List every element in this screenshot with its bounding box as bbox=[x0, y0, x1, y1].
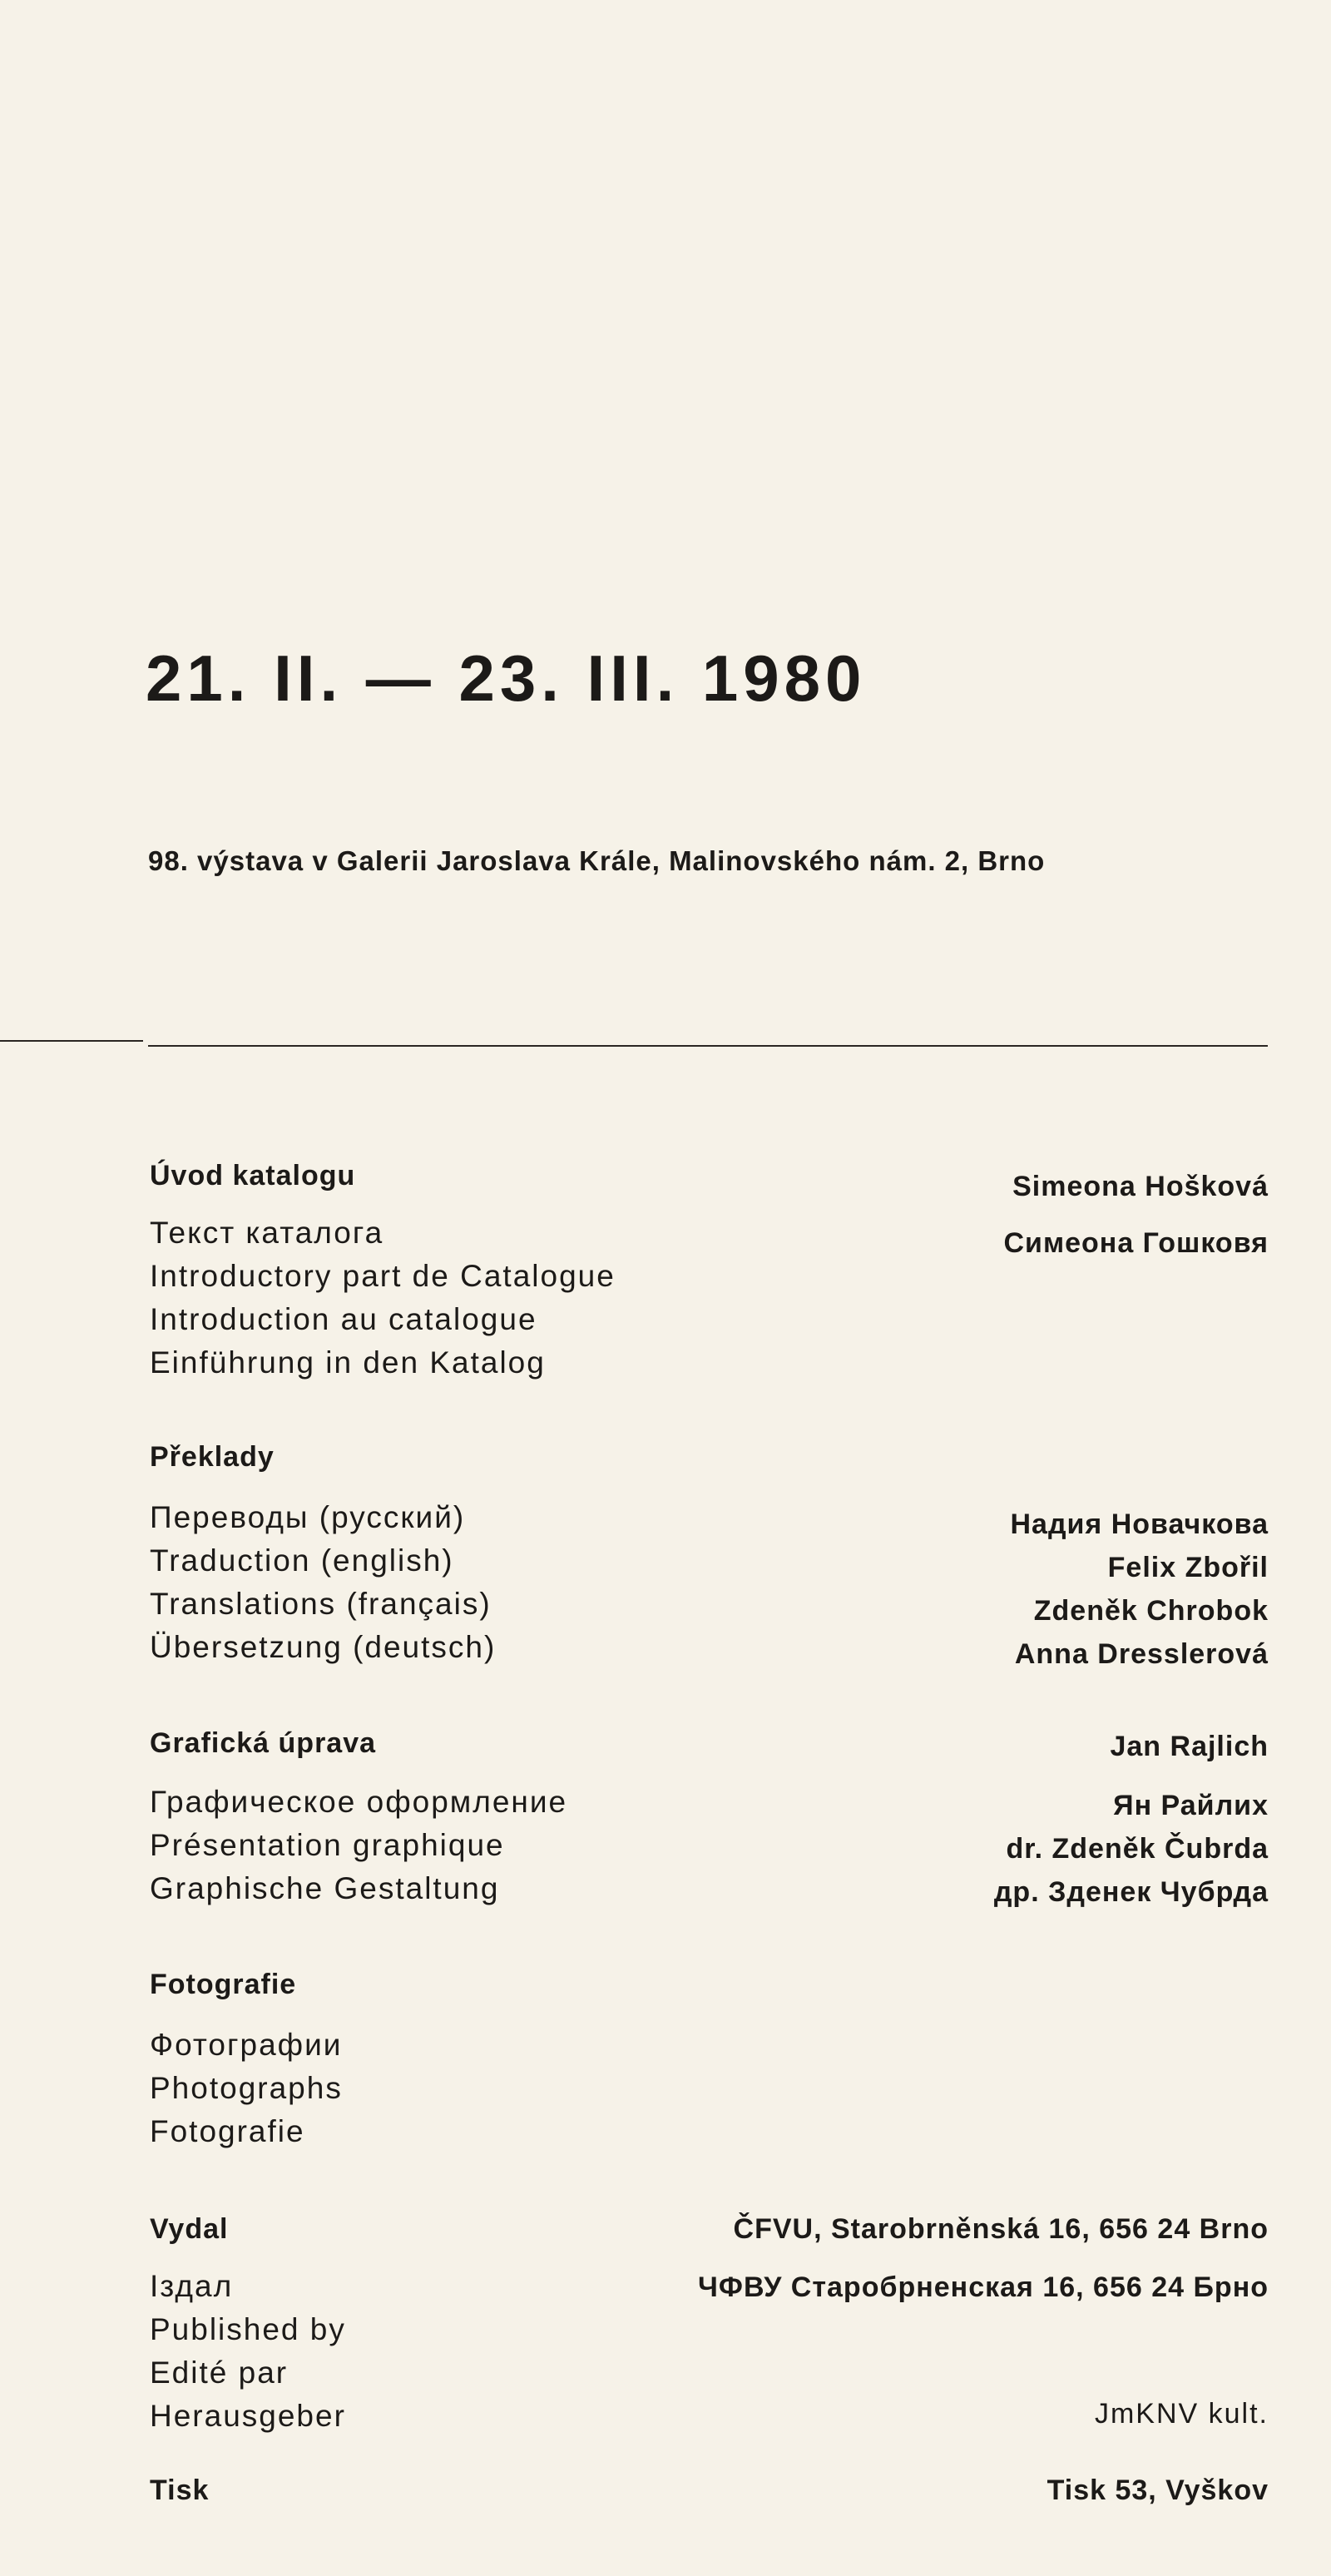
graphic-line: Graphische Gestaltung bbox=[150, 1871, 500, 1905]
publisher-line: Edité par bbox=[150, 2356, 289, 2390]
print-heading: Tisk bbox=[150, 2474, 210, 2506]
translation-line: Переводы (русский) bbox=[150, 1500, 466, 1534]
graphic-name: Ян Райлих bbox=[1113, 1790, 1269, 1821]
intro-line: Introductory part de Catalogue bbox=[150, 1259, 616, 1293]
exhibition-dates: 21. II. — 23. III. 1980 bbox=[146, 642, 867, 715]
graphic-lines bbox=[150, 1781, 567, 1910]
graphic-name: dr. Zdeněk Čubrda bbox=[1006, 1833, 1269, 1865]
intro-line: Einführung in den Katalog bbox=[150, 1345, 546, 1380]
photo-lines bbox=[150, 2024, 343, 2153]
exhibition-venue: 98. výstava v Galerii Jaroslava Krále, Malinovského nám. 2, Brno bbox=[148, 845, 1046, 876]
publisher-line: Herausgeber bbox=[150, 2399, 346, 2433]
intro-author: Simeona Hošková bbox=[1012, 1171, 1269, 1202]
intro-line: Introduction au catalogue bbox=[150, 1302, 537, 1336]
translation-line: Traduction (english) bbox=[150, 1543, 454, 1578]
intro-author-ru: Симеона Гошковя bbox=[1003, 1227, 1269, 1259]
graphic-heading: Grafická úprava bbox=[150, 1727, 377, 1759]
translator-name: Felix Zbořil bbox=[1107, 1552, 1269, 1583]
publisher-heading: Vydal bbox=[150, 2213, 229, 2245]
translations-lines bbox=[150, 1496, 496, 1669]
publisher-lines bbox=[150, 2265, 346, 2438]
graphic-name: др. Зденек Чубрда bbox=[993, 1876, 1269, 1908]
print-value: Tisk 53, Vyškov bbox=[1046, 2474, 1269, 2506]
translations-names bbox=[1010, 1503, 1269, 1676]
publisher-address: ČFVU, Starobrněnská 16, 656 24 Brno bbox=[733, 2213, 1269, 2245]
intro-names bbox=[1004, 1165, 1269, 1265]
intro-heading: Úvod katalogu bbox=[150, 1160, 356, 1191]
divider-main bbox=[148, 1045, 1268, 1047]
translation-line: Translations (français) bbox=[150, 1587, 492, 1621]
intro-line: Текст каталога bbox=[150, 1216, 384, 1250]
publisher-address-ru: ЧФВУ Старобрненская 16, 656 24 Брно bbox=[698, 2271, 1269, 2303]
divider-left bbox=[0, 1040, 143, 1042]
translations-heading: Překlady bbox=[150, 1441, 275, 1473]
translation-line: Übersetzung (deutsch) bbox=[150, 1630, 497, 1664]
photo-line: Фотографии bbox=[150, 2028, 343, 2062]
translator-name: Zdeněk Chrobok bbox=[1033, 1595, 1269, 1627]
photo-heading: Fotografie bbox=[150, 1969, 297, 2000]
graphic-line: Графическое оформление bbox=[150, 1785, 568, 1819]
publisher-license: JmKNV kult. bbox=[1094, 2398, 1269, 2430]
translator-name: Anna Dresslerová bbox=[1014, 1638, 1269, 1670]
graphic-designer: Jan Rajlich bbox=[1110, 1731, 1269, 1762]
photo-line: Photographs bbox=[150, 2071, 343, 2105]
graphic-names bbox=[994, 1784, 1269, 1914]
publisher-line: Іздал bbox=[150, 2269, 234, 2303]
publisher-line: Published by bbox=[150, 2312, 346, 2346]
graphic-line: Présentation graphique bbox=[150, 1828, 505, 1862]
photo-line: Fotografie bbox=[150, 2114, 305, 2148]
translator-name: Надия Новачкова bbox=[1010, 1508, 1269, 1540]
intro-lines bbox=[150, 1211, 616, 1385]
